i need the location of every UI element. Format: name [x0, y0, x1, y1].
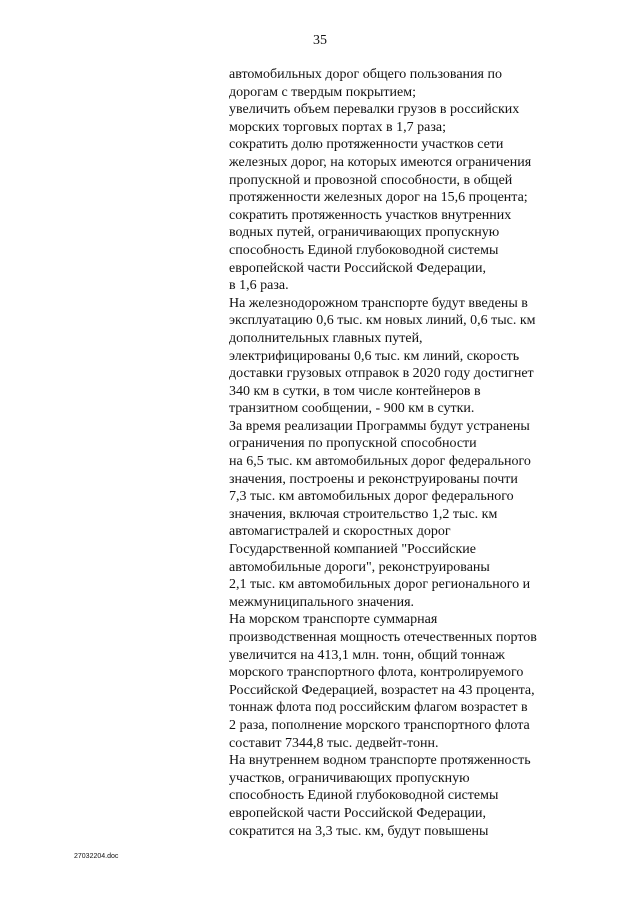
text-line: морского транспортного флота, контролируемого — [229, 665, 524, 681]
text-line: в 1,6 раза. — [229, 278, 289, 294]
text-line: доставки грузовых отправок в 2020 году достигнет — [229, 366, 534, 382]
text-line: на 6,5 тыс. км автомобильных дорог федерального — [229, 454, 531, 470]
text-line: европейской части Российской Федерации, — [229, 260, 487, 276]
text-line: 7,3 тыс. км автомобильных дорог федерального — [229, 489, 514, 505]
text-line: 340 км в сутки, в том числе контейнеров в — [229, 383, 481, 399]
text-line: увеличится на 413,1 млн. тонн, общий тоннаж — [229, 647, 505, 663]
text-line: Российской Федерацией, возрастет на 43 процента, — [229, 682, 535, 698]
text-line: участков, ограничивающих пропускную — [229, 770, 470, 786]
text-line: способность Единой глубоководной системы — [229, 242, 499, 258]
text-line: сократить долю протяженности участков сети — [229, 137, 504, 153]
text-line: автомобильных дорог общего пользования по — [229, 67, 502, 82]
text-line: дорогам с твердым покрытием; — [229, 84, 416, 100]
text-line: межмуниципального значения. — [229, 594, 415, 610]
page-number: 35 — [313, 33, 327, 48]
text-line: На внутреннем водном транспорте протяженность — [229, 753, 531, 769]
text-line: значения, построены и реконструированы почти — [229, 471, 518, 487]
text-line: электрифицированы 0,6 тыс. км линий, скорость — [229, 348, 520, 364]
text-line: автомагистралей и скоростных дорог — [229, 524, 451, 540]
text-line: автомобильные дороги", реконструированы — [229, 559, 490, 575]
text-line: водных путей, ограничивающих пропускную — [229, 225, 500, 241]
text-line: На железнодорожном транспорте будут введены в — [229, 295, 528, 311]
text-line: За время реализации Программы будут устранены — [229, 418, 530, 434]
text-line: дополнительных главных путей, — [229, 330, 423, 346]
text-line: европейской части Российской Федерации, — [229, 805, 487, 821]
text-line: эксплуатацию 0,6 тыс. км новых линий, 0,6 тыс. км — [229, 313, 536, 329]
text-line: морских торговых портах в 1,7 раза; — [229, 119, 446, 135]
text-line: 2 раза, пополнение морского транспортного флота — [229, 717, 530, 733]
text-line: сократится на 3,3 тыс. км, будут повышены — [229, 823, 489, 839]
document-body — [229, 66, 574, 840]
text-line: производственная мощность отечественных портов — [229, 630, 537, 645]
text-line: сократить протяженность участков внутренних — [229, 207, 512, 223]
text-line: 2,1 тыс. км автомобильных дорог регионального и — [229, 577, 531, 593]
text-line: Государственной компанией "Российские — [229, 542, 476, 558]
text-line: пропускной и провозной способности, в общей — [229, 172, 513, 188]
footer-filename: 27032204.doc — [74, 853, 119, 860]
text-line: ограничения по пропускной способности — [229, 436, 477, 452]
text-line: тоннаж флота под российским флагом возрастет в — [229, 700, 528, 716]
text-line: способность Единой глубоководной системы — [229, 788, 499, 804]
text-line: транзитном сообщении, - 900 км в сутки. — [229, 401, 475, 417]
text-line: железных дорог, на которых имеются ограничения — [229, 154, 532, 170]
text-line: увеличить объем перевалки грузов в российских — [229, 102, 520, 118]
text-line: составит 7344,8 тыс. дедвейт-тонн. — [229, 735, 439, 751]
text-line: значения, включая строительство 1,2 тыс. км — [229, 506, 498, 522]
text-line: На морском транспорте суммарная — [229, 612, 438, 628]
text-line: протяженности железных дорог на 15,6 процента; — [229, 190, 528, 206]
